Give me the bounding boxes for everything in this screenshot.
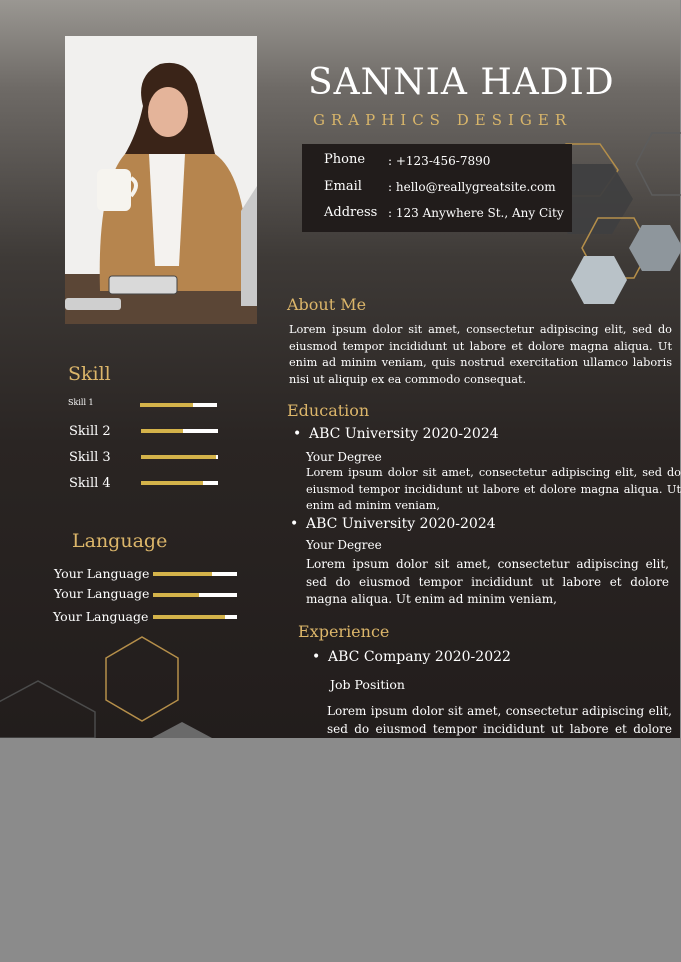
education-text-1: Lorem ipsum dolor sit amet, consectetur adipiscing elit, sed do eiusmod tempor incididunt ut labore et dolore magna aliqua. Ut enim ad minim veniam,: [306, 466, 681, 512]
experience-heading: Experience: [298, 622, 390, 641]
contact-label-address: Address: [324, 205, 378, 220]
job-title: GRAPHICS DESIGER: [313, 111, 573, 129]
experience-title-1: • ABC Company 2020-2022: [328, 649, 511, 665]
person-illustration: [65, 36, 257, 324]
language-bar-3: [153, 615, 237, 619]
skill-bar-4: [141, 481, 218, 485]
contact-box: [302, 144, 572, 232]
language-bar-fill-1: [153, 572, 212, 576]
skill-bar-1: [140, 403, 217, 407]
education-title-1: • ABC University 2020-2024: [309, 426, 499, 442]
language-heading: Language: [72, 530, 168, 552]
education-degree-1: Your Degree: [306, 450, 382, 464]
skill-label-1: Skill 1: [68, 398, 94, 407]
education-heading: Education: [287, 401, 370, 420]
language-bar-fill-3: [153, 615, 225, 619]
skill-label-2: Skill 2: [69, 424, 111, 439]
skill-bar-3: [141, 455, 218, 459]
about-heading: About Me: [287, 295, 367, 314]
empty-area: [0, 738, 680, 962]
candidate-name: SANNIA HADID: [308, 62, 615, 103]
language-bar-2: [153, 593, 237, 597]
skill-label-3: Skill 3: [69, 450, 111, 465]
language-bar-1: [153, 572, 237, 576]
education-text-2: Lorem ipsum dolor sit amet, consectetur adipiscing elit, sed do eiusmod tempor incididunt ut labore et dolore magna aliqua. Ut enim ad minim veniam,: [306, 557, 669, 606]
profile-photo: [65, 36, 257, 324]
contact-label-phone: Phone: [324, 152, 366, 167]
contact-value-address: : 123 Anywhere St., Any City: [388, 206, 564, 220]
contact-label-email: Email: [324, 179, 362, 194]
skill-heading: Skill: [68, 363, 111, 385]
experience-position-1: Job Position: [330, 677, 405, 692]
skill-bar-fill-1: [140, 403, 193, 407]
skill-bar-2: [141, 429, 218, 433]
language-label-3: Your Language: [53, 609, 149, 624]
about-text: Lorem ipsum dolor sit amet, consectetur adipiscing elit, sed do eiusmod tempor incididunt ut labore et dolore magna aliqua. Ut enim ad minim veniam, quis nostrud exercitation ullamco laboris nisi ut aliquip ex ea commodo consequat.: [289, 323, 672, 386]
experience-text-1: Lorem ipsum dolor sit amet, consectetur adipiscing elit, sed do eiusmod tempor incididunt ut labore et dolore: [327, 704, 672, 736]
skill-bar-fill-4: [141, 481, 203, 485]
language-bar-fill-2: [153, 593, 199, 597]
skill-label-4: Skill 4: [69, 476, 111, 491]
contact-value-phone: : +123-456-7890: [388, 154, 491, 168]
language-label-2: Your Language: [54, 586, 150, 601]
education-degree-2: Your Degree: [306, 538, 382, 552]
contact-value-email: : hello@reallygreatsite.com: [388, 180, 556, 194]
skill-bar-fill-3: [141, 455, 216, 459]
skill-bar-fill-2: [141, 429, 183, 433]
education-title-2: • ABC University 2020-2024: [306, 516, 496, 532]
language-label-1: Your Language: [54, 566, 150, 581]
